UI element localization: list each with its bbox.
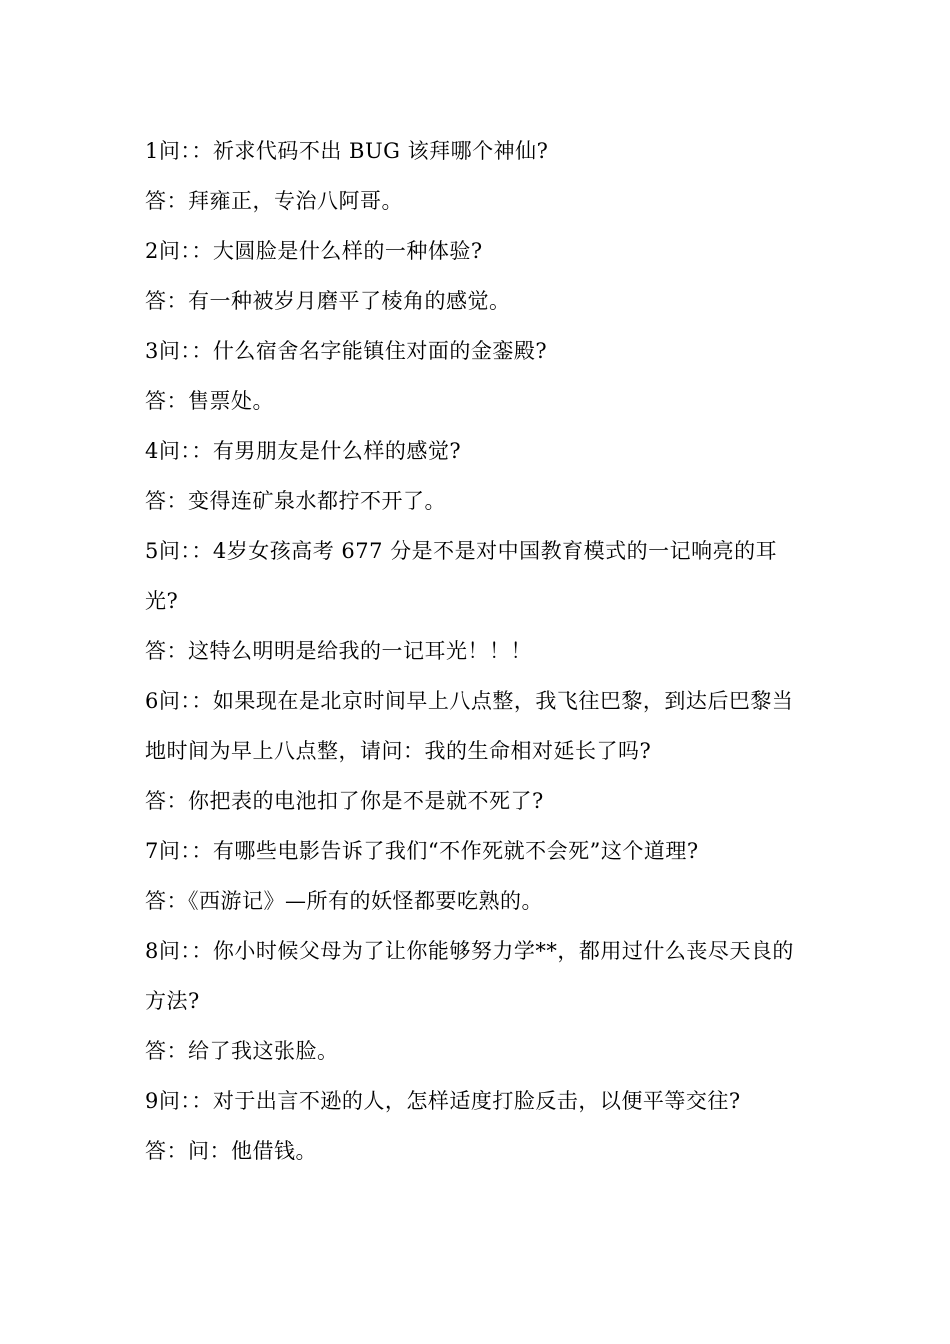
question-1: 1问：：祈求代码不出 BUG 该拜哪个神仙?: [145, 139, 549, 163]
question-7: 7问：：有哪些电影告诉了我们“不作死就不会死”这个道理?: [145, 839, 699, 863]
question-3: 3问：：什么宿舍名字能镇住对面的金銮殿?: [145, 339, 548, 363]
answer-4: 答：变得连矿泉水都拧不开了。: [145, 489, 446, 513]
answer-7: 答：《西游记》—所有的妖怪都要吃熟的。: [145, 889, 543, 913]
answer-8: 答：给了我这张脸。: [145, 1039, 339, 1063]
answer-3: 答：售票处。: [145, 389, 274, 413]
answer-9: 答：问：他借钱。: [145, 1139, 317, 1163]
question-2: 2问：：大圆脸是什么样的一种体验?: [145, 239, 483, 263]
answer-6: 答：你把表的电池扣了你是不是就不死了?: [145, 789, 544, 813]
qa-list: [145, 126, 810, 1176]
question-6: 6问：：如果现在是北京时间早上八点整，我飞往巴黎，到达后巴黎当地时间为早上八点整，请问：我的生命相对延长了吗?: [145, 689, 794, 763]
question-9: 9问：：对于出言不逊的人，怎样适度打脸反击，以便平等交往?: [145, 1089, 741, 1113]
answer-2: 答：有一种被岁月磨平了棱角的感觉。: [145, 289, 511, 313]
answer-1: 答：拜雍正，专治八阿哥。: [145, 189, 403, 213]
question-4: 4问：：有男朋友是什么样的感觉?: [145, 439, 462, 463]
question-5: 5问：：4岁女孩高考 677 分是不是对中国教育模式的一记响亮的耳光?: [145, 539, 778, 613]
answer-5: 答：这特么明明是给我的一记耳光！！！: [145, 639, 532, 663]
question-8: 8问：：你小时候父母为了让你能够努力学**，都用过什么丧尽天良的方法?: [145, 939, 794, 1013]
